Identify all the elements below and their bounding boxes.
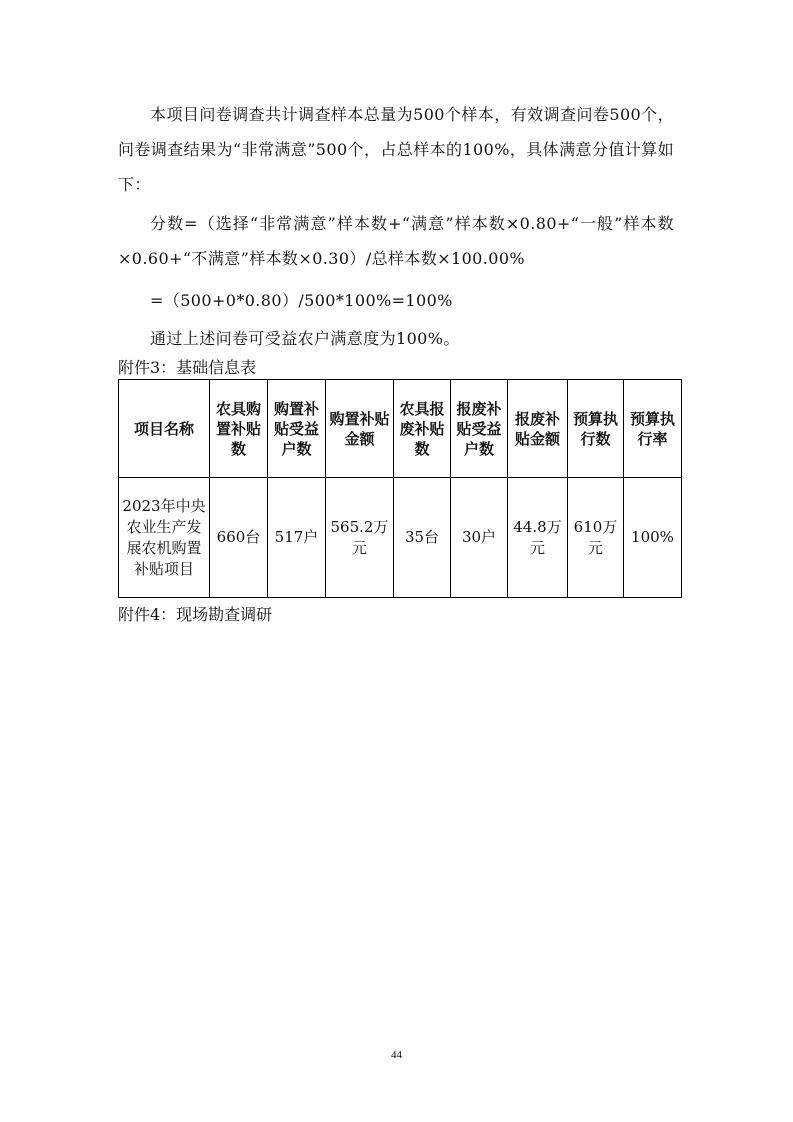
cell-project-name: 2023年中央农业生产发展农机购置补贴项目 <box>119 478 210 598</box>
survey-summary-paragraph: 本项目问卷调查共计调查样本总量为500个样本，有效调查问卷500个，问卷调查结果为“非常满意”500个，占总样本的100%，具体满意分值计算如下： <box>118 105 674 194</box>
page-number: 44 <box>391 1049 402 1061</box>
cell-scrap-subsidy-count: 35台 <box>394 478 451 598</box>
cell-equipment-subsidy-count: 660台 <box>210 478 268 598</box>
header-budget-execution-rate: 预算执行率 <box>624 380 682 478</box>
cell-purchase-subsidy-amount: 565.2万元 <box>326 478 394 598</box>
header-scrap-subsidy-amount: 报废补贴金额 <box>508 380 568 478</box>
header-scrap-beneficiary-households: 报废补贴受益户数 <box>451 380 508 478</box>
header-purchase-beneficiary-households: 购置补贴受益户数 <box>268 380 326 478</box>
header-scrap-subsidy-count: 农具报废补贴数 <box>394 380 451 478</box>
header-project-name: 项目名称 <box>119 380 210 478</box>
table-header-row <box>119 380 682 478</box>
attachment3-title: 附件3：基础信息表 <box>118 358 257 377</box>
attachment4-title: 附件4：现场勘查调研 <box>118 605 273 624</box>
basic-info-table <box>118 379 682 598</box>
cell-scrap-subsidy-amount: 44.8万元 <box>508 478 568 598</box>
score-calculation-line: =（500+0*0.80）/500*100%=100% <box>150 291 453 310</box>
header-purchase-subsidy-amount: 购置补贴金额 <box>326 380 394 478</box>
table-row <box>119 478 682 598</box>
header-budget-execution: 预算执行数 <box>568 380 624 478</box>
cell-purchase-beneficiary-households: 517户 <box>268 478 326 598</box>
header-equipment-subsidy-count: 农具购置补贴数 <box>210 380 268 478</box>
cell-budget-execution-rate: 100% <box>624 478 682 598</box>
score-formula-paragraph: 分数=（选择“非常满意”样本数+“满意”样本数×0.80+“一般”样本数×0.60+“不满意”样本数×0.30）/总样本数×100.00% <box>118 214 674 268</box>
satisfaction-conclusion: 通过上述问卷可受益农户满意度为100%。 <box>150 329 460 348</box>
cell-budget-execution: 610万元 <box>568 478 624 598</box>
cell-scrap-beneficiary-households: 30户 <box>451 478 508 598</box>
